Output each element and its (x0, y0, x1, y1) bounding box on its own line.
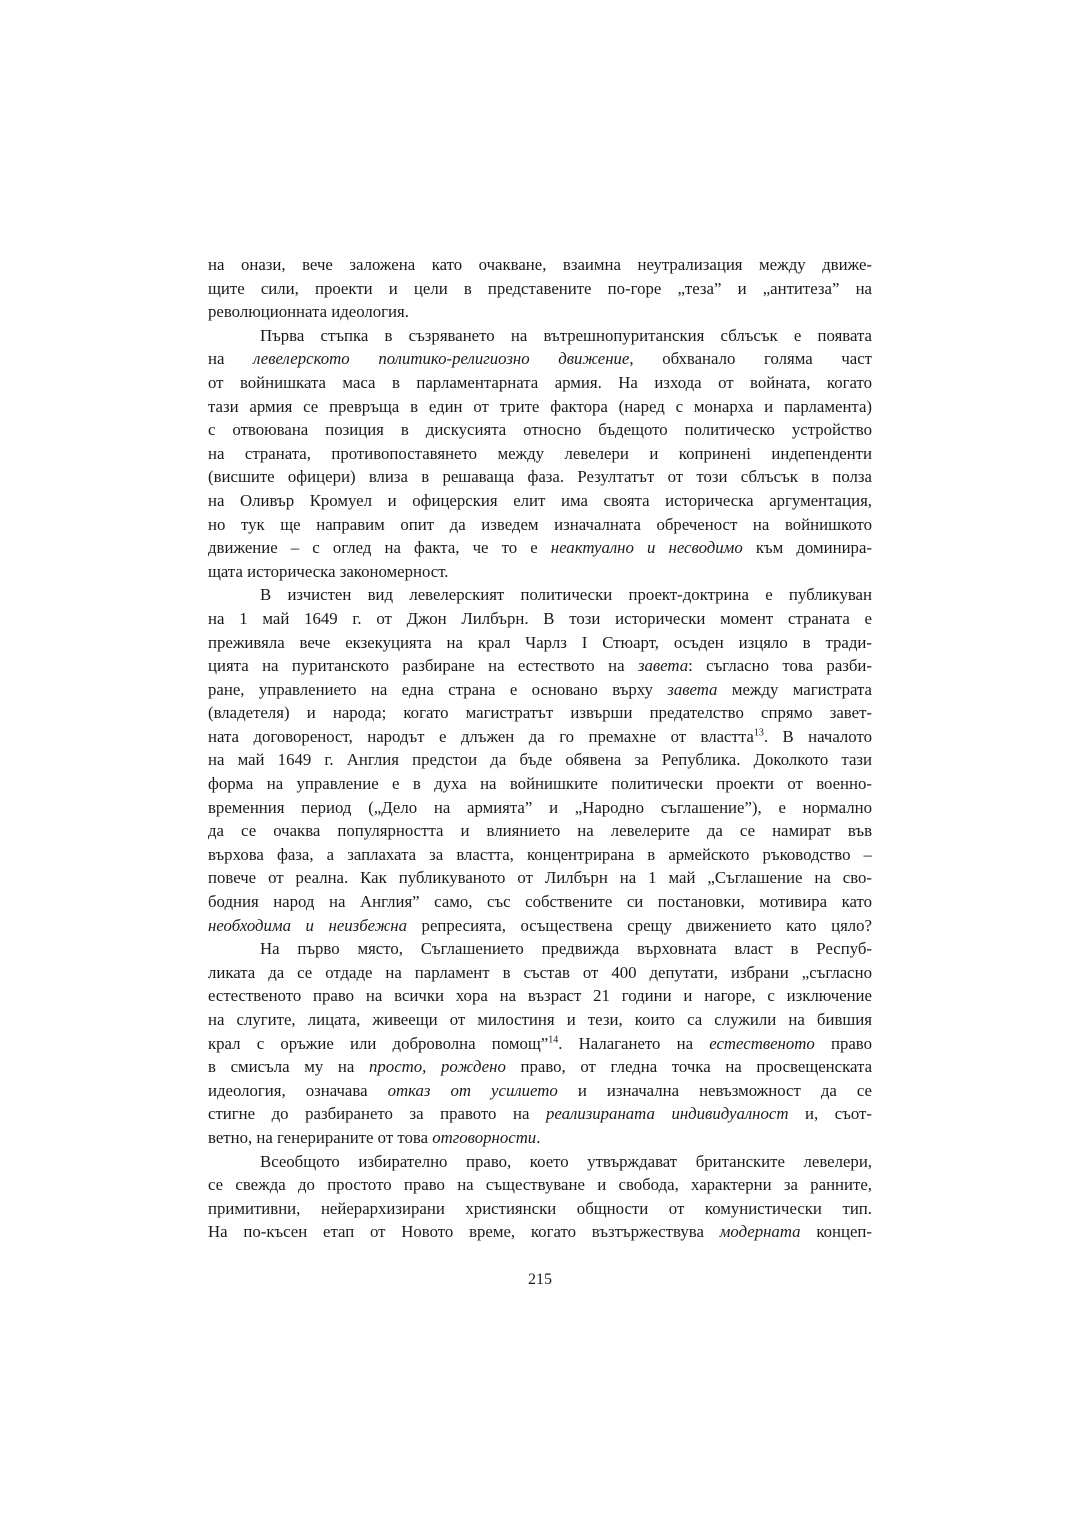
emphasis-text: левелерското политико-религиозно движение (253, 349, 630, 369)
text-segment: крал с оръжие или доброволна помощ” (208, 1033, 549, 1053)
text-line (208, 725, 872, 749)
text-line (208, 937, 872, 961)
text-segment: преживяла вече екзекуцията на крал Чарлз I Стюарт, осъден изцяло в тради- (208, 632, 872, 652)
text-line (208, 772, 872, 796)
text-segment: бодния народ на Англия” само, със собствените си постановки, мотивира като (208, 892, 872, 912)
text-segment: революционната идеология. (208, 302, 409, 322)
text-segment: се свежда до простото право на съществуване и свобода, характерни за ранните, (208, 1175, 872, 1195)
text-line (208, 890, 872, 914)
footnote-reference: 14 (548, 1034, 559, 1045)
text-segment: репресията, осъществена срещу движението като цяло? (407, 915, 872, 935)
page-number: 215 (528, 1271, 552, 1288)
text-segment: с отвоювана позиция в дискусията относно бъдещото политическо устройство (208, 420, 872, 440)
text-segment: на слугите, лицата, живеещи от милостиня и тези, които са служили на бившия (208, 1010, 872, 1029)
text-segment: между магистрата (717, 679, 872, 699)
text-line (208, 1220, 872, 1244)
emphasis-text: естественото (709, 1033, 815, 1053)
emphasis-text: неактуално и несводимо (550, 538, 743, 558)
text-segment: на Оливър Кромуел и офицерския елит има своята историческа аргументация, (208, 490, 872, 510)
text-line (208, 583, 872, 607)
text-line (208, 819, 872, 843)
text-line (208, 489, 872, 513)
text-segment: щата историческа закономерност. (208, 561, 449, 581)
text-segment: форма на управление е в духа на войнишките политически проекти от военно- (208, 774, 872, 794)
text-segment: щите сили, проекти и цели в представените по-горе „теза” и „антитеза” на (208, 278, 872, 298)
text-line (208, 866, 872, 890)
text-segment: ране, управлението на една страна е основано върху (208, 679, 668, 699)
text-segment: на 1 май 1649 г. от Джон Лилбърн. В този исторически момент страната е (208, 608, 872, 628)
text-line (208, 1102, 872, 1126)
text-line (208, 961, 872, 985)
emphasis-text: отговорности (432, 1127, 537, 1147)
text-segment: . В началото (763, 726, 872, 746)
text-line (208, 607, 872, 631)
text-line (208, 347, 872, 371)
text-segment: На първо място, Съглашението предвижда върховната власт в Респуб- (260, 939, 872, 959)
text-segment: : съгласно това разби- (688, 656, 872, 676)
text-segment: ната договореност, народът е длъжен да го премахне от властта (208, 726, 754, 746)
text-segment: на онази, вече заложена като очакване, взаимна неутрализация между движе- (208, 255, 872, 274)
text-line (208, 1079, 872, 1103)
text-line (208, 984, 872, 1008)
text-line (208, 253, 872, 277)
text-line (208, 1150, 872, 1174)
emphasis-text: модерната (719, 1222, 801, 1242)
footnote-reference: 13 (753, 727, 764, 739)
text-line (208, 513, 872, 537)
text-line (208, 654, 872, 678)
text-segment: и, съот- (788, 1104, 872, 1124)
text-segment: Всеобщото избирателно право, което утвърждават британските левелери, (260, 1151, 872, 1171)
text-segment: стигне до разбирането за правото на (208, 1104, 547, 1124)
text-segment: на май 1649 г. Англия предстои да бъде обявена за Република. Доколкото тази (208, 750, 872, 770)
text-segment: но тук ще направим опит да изведем изначалната обреченост на войнишкото (208, 514, 872, 534)
text-line (208, 748, 872, 772)
text-segment: примитивни, нейерархизирани християнски общности от комунистически тип. (208, 1198, 872, 1218)
text-line (208, 300, 872, 324)
text-line (208, 442, 872, 466)
text-segment: ветно, на генерираните от това (208, 1127, 433, 1147)
text-line (208, 631, 872, 655)
text-line (208, 1008, 872, 1032)
text-line (208, 560, 872, 584)
text-segment: на страната, противопоставянето между левелери и коприненi индепенденти (208, 443, 872, 463)
text-line (208, 1055, 872, 1079)
emphasis-text: завета (637, 656, 689, 676)
text-line (208, 1197, 872, 1221)
text-line (208, 418, 872, 442)
text-segment: върхова фаза, а заплахата за властта, концентрирана в армейското ръководство – (208, 844, 872, 864)
text-line (208, 371, 872, 395)
text-line (208, 324, 872, 348)
text-segment: право (814, 1033, 872, 1053)
text-segment: към доминира- (742, 538, 872, 558)
text-line (208, 395, 872, 419)
text-segment: и изначална невъзможност да се (557, 1080, 872, 1100)
text-line (208, 701, 872, 725)
text-line (208, 678, 872, 702)
emphasis-text: отказ от усилието (387, 1080, 558, 1100)
text-line (208, 914, 872, 938)
text-line (208, 277, 872, 301)
text-segment: На по-късен етап от Новото време, когато възтържествува (208, 1222, 720, 1242)
text-segment: от войнишката маса в парламентарната армия. На изхода от войната, когато (208, 372, 872, 392)
text-line (208, 1126, 872, 1150)
text-segment: В изчистен вид левелерският политически проект-доктрина е публикуван (260, 585, 872, 605)
text-segment: идеология, означава (208, 1080, 388, 1100)
body-text (208, 253, 872, 1244)
text-segment: (владетеля) и народа; когато магистратът извърши предателство спрямо завет- (208, 703, 872, 723)
text-segment: (висшите офицери) влиза в решаваща фаза. Резултатът от този сблъсък в полза (208, 467, 872, 487)
emphasis-text: просто, рождено (369, 1057, 506, 1077)
text-line (208, 843, 872, 867)
text-segment: да се очаква популярността и влиянието на левелерите да се намират във (208, 821, 872, 841)
text-segment: . (536, 1127, 541, 1147)
emphasis-text: необходима и неизбежна (208, 915, 407, 935)
text-segment: тази армия се превръща в един от трите фактора (наред с монарха и парламента) (208, 396, 872, 416)
text-line (208, 1173, 872, 1197)
text-segment: концеп- (800, 1222, 872, 1242)
text-segment: на (208, 349, 254, 369)
emphasis-text: реализираната индивидуалност (546, 1104, 789, 1124)
text-segment: , обхванало голяма част (629, 349, 872, 369)
text-segment: движение – с оглед на факта, че то е (208, 538, 551, 558)
text-segment: . Налагането на (558, 1033, 710, 1053)
text-line (208, 536, 872, 560)
text-segment: Първа стъпка в съзряването на вътрешнопуританския сблъсък е появата (260, 325, 872, 345)
emphasis-text: завета (667, 679, 718, 699)
text-segment: в смисъла му на (208, 1057, 370, 1077)
text-line (208, 796, 872, 820)
text-segment: временния период („Дело на армията” и „Народно съглашение”), е нормално (208, 797, 872, 817)
text-line (208, 1032, 872, 1056)
text-segment: цията на пуританското разбиране на естеството на (208, 656, 638, 676)
text-segment: ликата да се отдаде на парламент в състав от 400 депутати, избрани „съгласно (208, 962, 872, 982)
text-segment: право, от гледна точка на просвещенската (505, 1057, 872, 1077)
text-segment: естественото право на всички хора на възраст 21 години и нагоре, с изключение (208, 986, 872, 1006)
text-segment: повече от реална. Как публикуваното от Лилбърн на 1 май „Съглашение на сво- (208, 868, 872, 888)
text-line (208, 465, 872, 489)
